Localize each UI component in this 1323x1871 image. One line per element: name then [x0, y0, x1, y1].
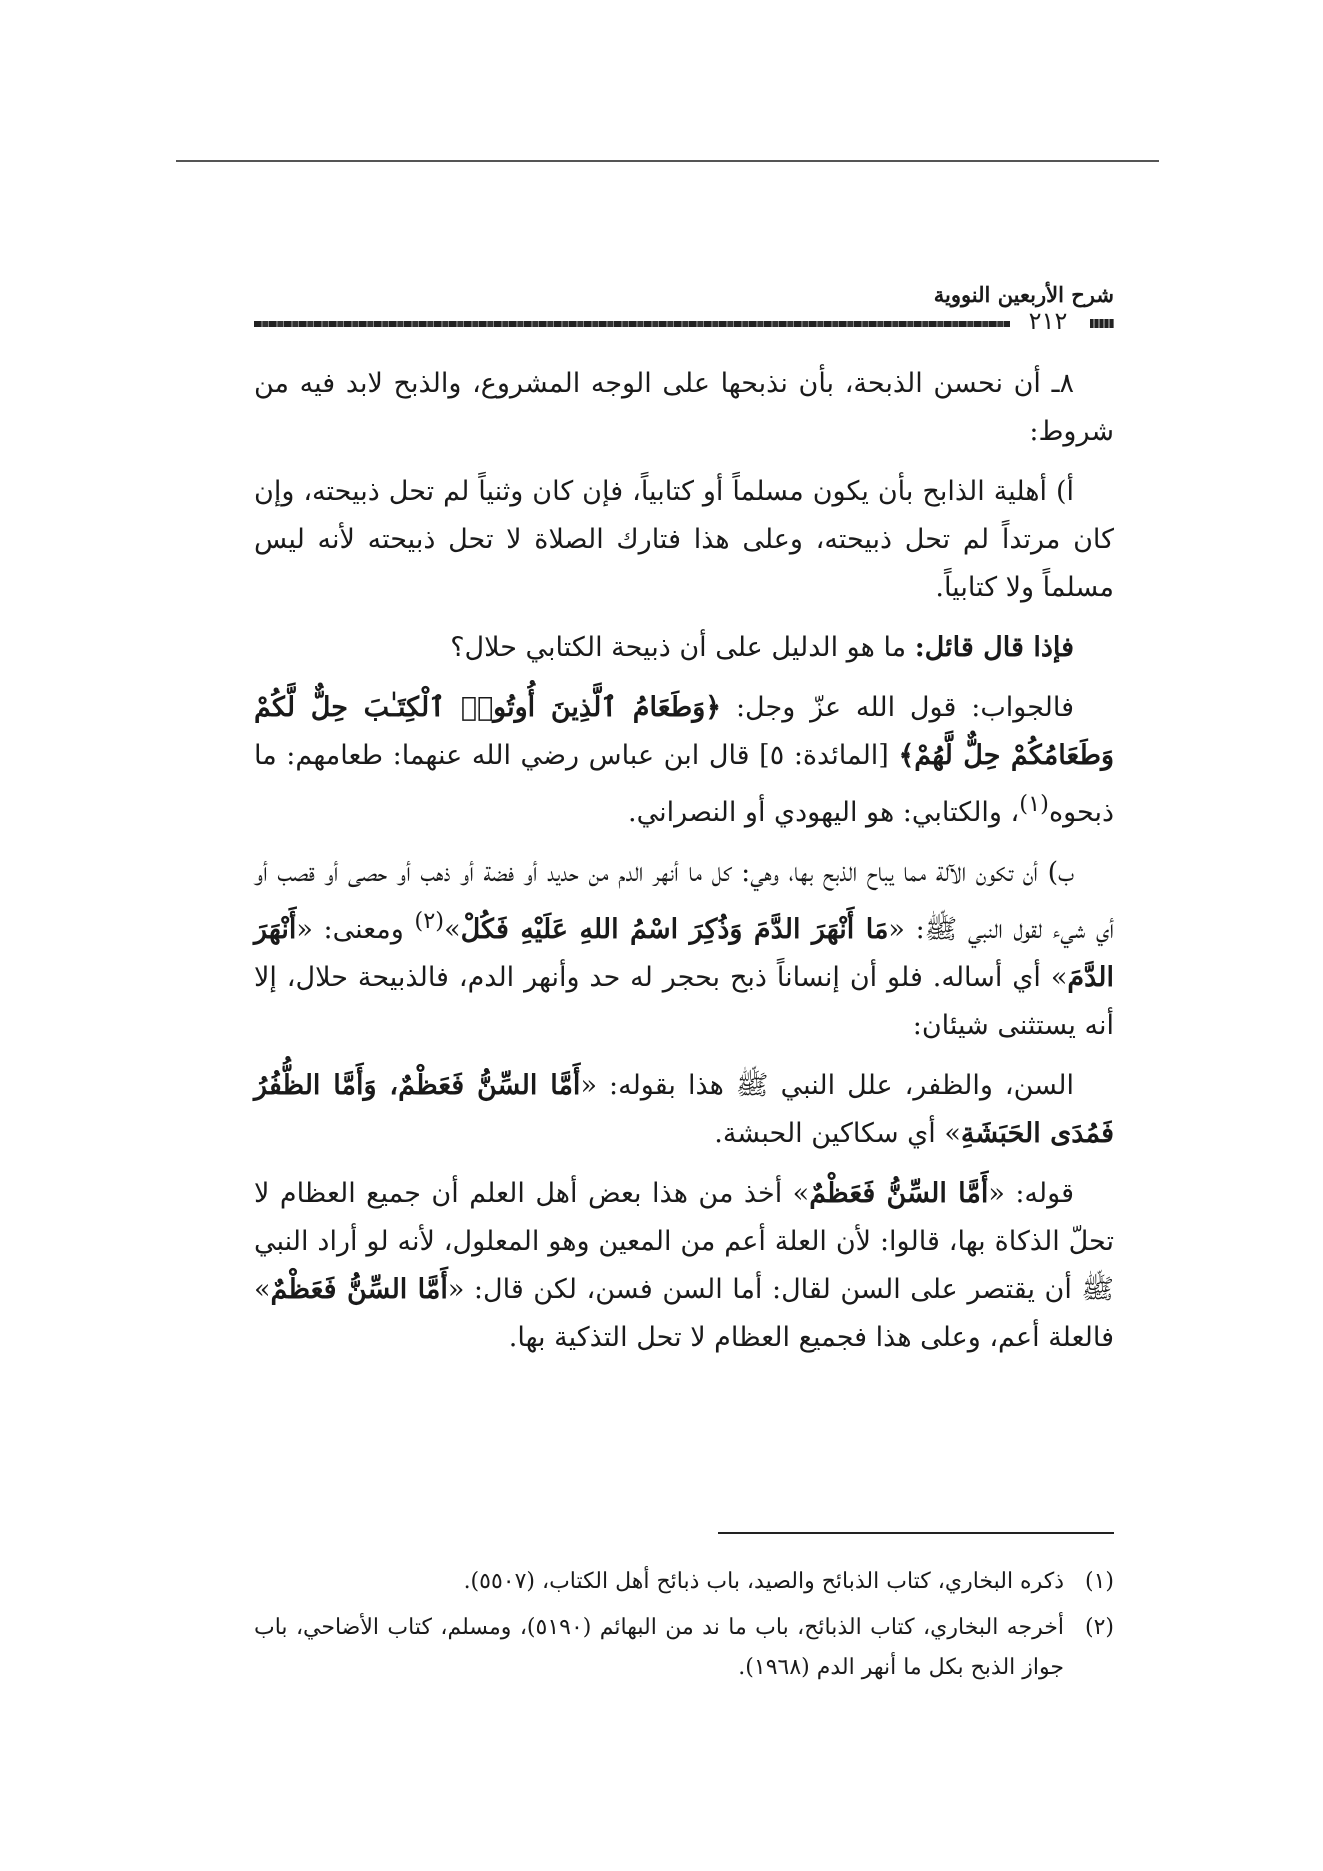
- quote-close: »: [444, 914, 461, 945]
- paragraph-condition-a: [254, 468, 1114, 612]
- hadith-quote: أَمَّا السِّنُّ فَعَظْمٌ: [809, 1178, 989, 1209]
- footnote-number: (٢): [1084, 1615, 1114, 1640]
- footnote-text: ذكره البخاري، كتاب الذبائح والصيد، باب ذبائح أهل الكتاب، (٥٥٠٧).: [463, 1569, 1064, 1594]
- paragraph-text: ب) أن تكون الآلة مما يباح الذبح بها، وهي: كل ما أنهر الدم من حديد أو فضة أو ذهب أو حصى أو قصب أو أي شيء لقول النبي ﷺ: «: [254, 857, 1115, 945]
- hadith-quote: أَمَّا السِّنُّ فَعَظْمٌ: [270, 1274, 448, 1305]
- paragraph-text: » أخذ من هذا بعض أهل العلم أن جميع العظام لا تحلّ الذكاة بها، قالوا: لأن العلة أعم من المعين وهو المعلول، لأنه لو أراد النبي ﷺ أن يقتصر على السن لقال: أما السن فسن، لكن قال: «: [254, 1178, 1114, 1305]
- paragraph-condition-8: [254, 360, 1114, 456]
- answer-text: [المائدة: ٥] قال ابن عباس رضي الله عنهما: طعامهم: ما ذبحوه: [254, 740, 1114, 828]
- footnote-1: [254, 1562, 1114, 1602]
- footnote-separator: [718, 1532, 1114, 1534]
- paragraph-commentary: [254, 1170, 1114, 1362]
- question-label: فإذا قال قائل:: [914, 632, 1074, 663]
- footnotes: [254, 1562, 1114, 1694]
- paragraph-question: [254, 624, 1114, 672]
- paragraph-text: ٨ـ أن نحسن الذبحة، بأن نذبحها على الوجه المشروع، والذبح لابد فيه من شروط:: [254, 368, 1114, 447]
- paragraph-text: » أي أساله. فلو أن إنساناً ذبح بحجر له حد وأنهر الدم، فالذبيحة حلال، إلا أنه يستثنى شيئان:: [254, 962, 1114, 1041]
- top-rule: [176, 160, 1159, 162]
- paragraph-condition-b: [254, 849, 1114, 1050]
- paragraph-text: » فالعلة أعم، وعلى هذا فجميع العظام لا تحل التذكية بها.: [254, 1274, 1114, 1353]
- answer-end: ، والكتابي: هو اليهودي أو النصراني.: [628, 797, 1020, 828]
- page-number: ٢١٢: [1028, 307, 1068, 335]
- footnote-number: (١): [1084, 1569, 1114, 1594]
- paragraph-answer: [254, 684, 1114, 837]
- footnote-text: أخرجه البخاري، كتاب الذبائح، باب ما ند من البهائم (٥١٩٠)، ومسلم، كتاب الأضاحي، باب جواز الذبح بكل ما أنهر الدم (١٩٦٨).: [254, 1615, 1065, 1680]
- paragraph-text: قوله: «: [988, 1178, 1074, 1209]
- main-text: [254, 360, 1114, 1374]
- hadith-quote: أَمَّا السِّنُّ فَعَظْمٌ، وَأَمَّا الظُّفُرُ فَمُدَى الحَبَشَةِ: [254, 1070, 1114, 1149]
- header-ornament-mark: [1090, 319, 1114, 328]
- paragraph-text: أ) أهلية الذابح بأن يكون مسلماً أو كتابياً، فإن كان وثنياً لم تحل ذبيحته، وإن كان مرتداً لم تحل ذبيحته، وعلى هذا فتارك الصلاة لا تحل ذبيحته لأنه ليس مسلماً ولا كتابياً.: [254, 476, 1114, 603]
- paragraph-text: » أي سكاكين الحبشة.: [714, 1118, 961, 1149]
- running-title: شرح الأربعين النووية: [933, 282, 1114, 307]
- page-header: [254, 282, 1114, 338]
- footnote-ref-2[interactable]: (٢): [414, 908, 445, 934]
- quran-verse: ﴿وَطَعَامُ ٱلَّذِينَ أُوتُوا۟ ٱلْكِتَـٰبَ حِلٌّ لَّكُمْ وَطَعَامُكُمْ حِلٌّ لَّهُمْ﴾: [254, 692, 1114, 771]
- paragraph-exceptions: [254, 1062, 1114, 1158]
- footnote-ref-1[interactable]: (١): [1019, 791, 1049, 817]
- header-ornament-band: [254, 321, 1010, 327]
- hadith-quote: مَا أَنْهَرَ الدَّمَ وَذُكِرَ اسْمُ اللهِ عَلَيْهِ فَكُلْ: [460, 914, 889, 945]
- paragraph-text: ومعنى: «: [296, 914, 415, 945]
- answer-intro: فالجواب: قول الله عزّ وجل:: [721, 692, 1074, 723]
- question-text: ما هو الدليل على أن ذبيحة الكتابي حلال؟: [450, 632, 915, 663]
- paragraph-text: السن، والظفر، علل النبي ﷺ هذا بقوله: «: [580, 1070, 1074, 1101]
- hadith-term: أَنْهَرَ الدَّمَ: [254, 914, 1114, 993]
- footnote-2: [254, 1608, 1114, 1688]
